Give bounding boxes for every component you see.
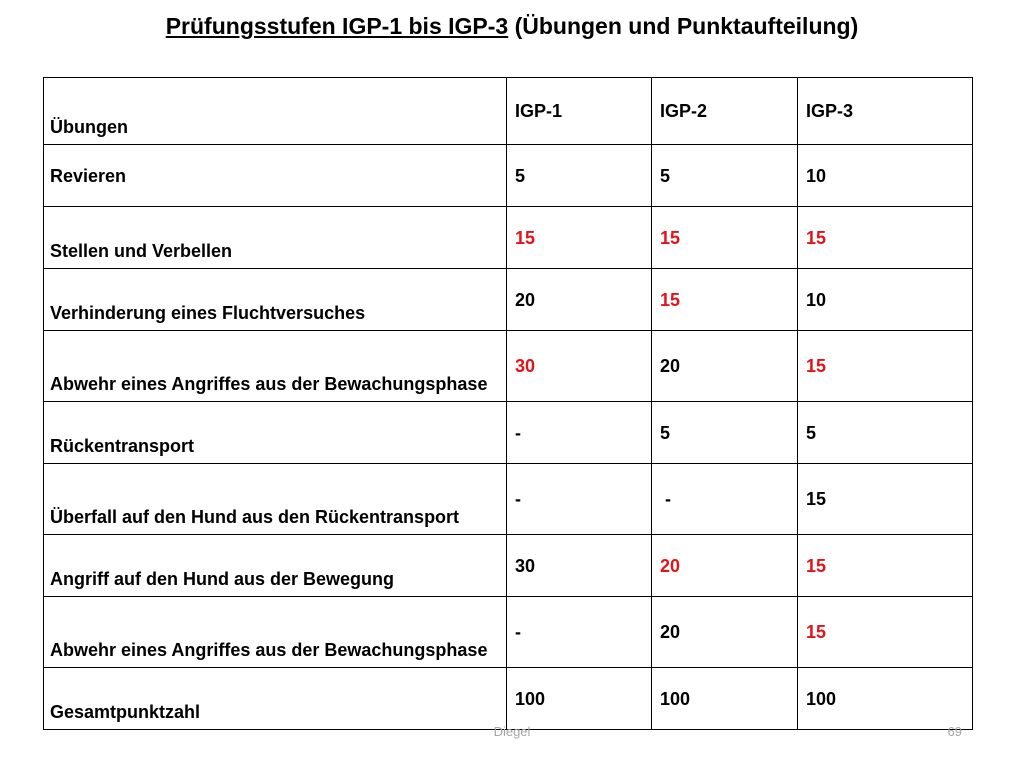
- igp1-cell: 5: [507, 145, 652, 207]
- igp1-cell: 15: [507, 207, 652, 269]
- igp2-cell: 100: [652, 668, 798, 730]
- page-number: 69: [947, 724, 962, 739]
- table-row: [44, 269, 973, 331]
- igp3-cell: 100: [798, 668, 973, 730]
- igp1-cell: 30: [507, 535, 652, 597]
- exercise-cell: Verhinderung eines Fluchtversuches: [44, 269, 507, 331]
- header-igp3: IGP-3: [798, 78, 973, 145]
- igp3-cell: 10: [798, 269, 973, 331]
- table-row: [44, 402, 973, 464]
- table-row: [44, 207, 973, 269]
- igp3-cell: 15: [798, 207, 973, 269]
- igp1-cell: 30: [507, 331, 652, 402]
- igp2-cell: 20: [652, 535, 798, 597]
- table-row: [44, 145, 973, 207]
- igp3-cell: 15: [798, 535, 973, 597]
- igp2-cell: 15: [652, 269, 798, 331]
- exercise-cell: Angriff auf den Hund aus der Bewegung: [44, 535, 507, 597]
- table-row: [44, 331, 973, 402]
- title-main: Prüfungsstufen IGP-1 bis IGP-3: [165, 13, 509, 39]
- igp2-cell: 5: [652, 402, 798, 464]
- igp3-cell: 5: [798, 402, 973, 464]
- igp2-cell: 15: [652, 207, 798, 269]
- igp3-cell: 15: [798, 331, 973, 402]
- table-row: [44, 464, 973, 535]
- igp1-cell: 100: [507, 668, 652, 730]
- igp1-cell: -: [507, 597, 652, 668]
- igp3-cell: 15: [798, 464, 973, 535]
- exercise-cell: Revieren: [44, 145, 507, 207]
- score-table: [43, 77, 973, 730]
- igp1-cell: 20: [507, 269, 652, 331]
- exercise-cell: Stellen und Verbellen: [44, 207, 507, 269]
- header-exercise: Übungen: [44, 78, 507, 145]
- igp2-cell: 5: [652, 145, 798, 207]
- table-row: [44, 597, 973, 668]
- exercise-cell: Rückentransport: [44, 402, 507, 464]
- igp2-cell: 20: [652, 331, 798, 402]
- igp3-cell: 10: [798, 145, 973, 207]
- footer-author: Diegel: [493, 724, 531, 739]
- exercise-cell: Gesamtpunktzahl: [44, 668, 507, 730]
- igp1-cell: -: [507, 402, 652, 464]
- exercise-cell: Abwehr eines Angriffes aus der Bewachungsphase: [44, 331, 507, 402]
- exercise-cell: Überfall auf den Hund aus den Rückentransport: [44, 464, 507, 535]
- igp2-cell: -: [652, 464, 798, 535]
- table-row: [44, 535, 973, 597]
- table-row-total: [44, 668, 973, 730]
- title-subtitle: (Übungen und Punktaufteilung): [508, 13, 859, 39]
- igp3-cell: 15: [798, 597, 973, 668]
- igp1-cell: -: [507, 464, 652, 535]
- exercise-cell: Abwehr eines Angriffes aus der Bewachungsphase: [44, 597, 507, 668]
- header-igp2: IGP-2: [652, 78, 798, 145]
- slide-title: [0, 10, 1024, 42]
- header-igp1: IGP-1: [507, 78, 652, 145]
- table-header-row: [44, 78, 973, 145]
- igp2-cell: 20: [652, 597, 798, 668]
